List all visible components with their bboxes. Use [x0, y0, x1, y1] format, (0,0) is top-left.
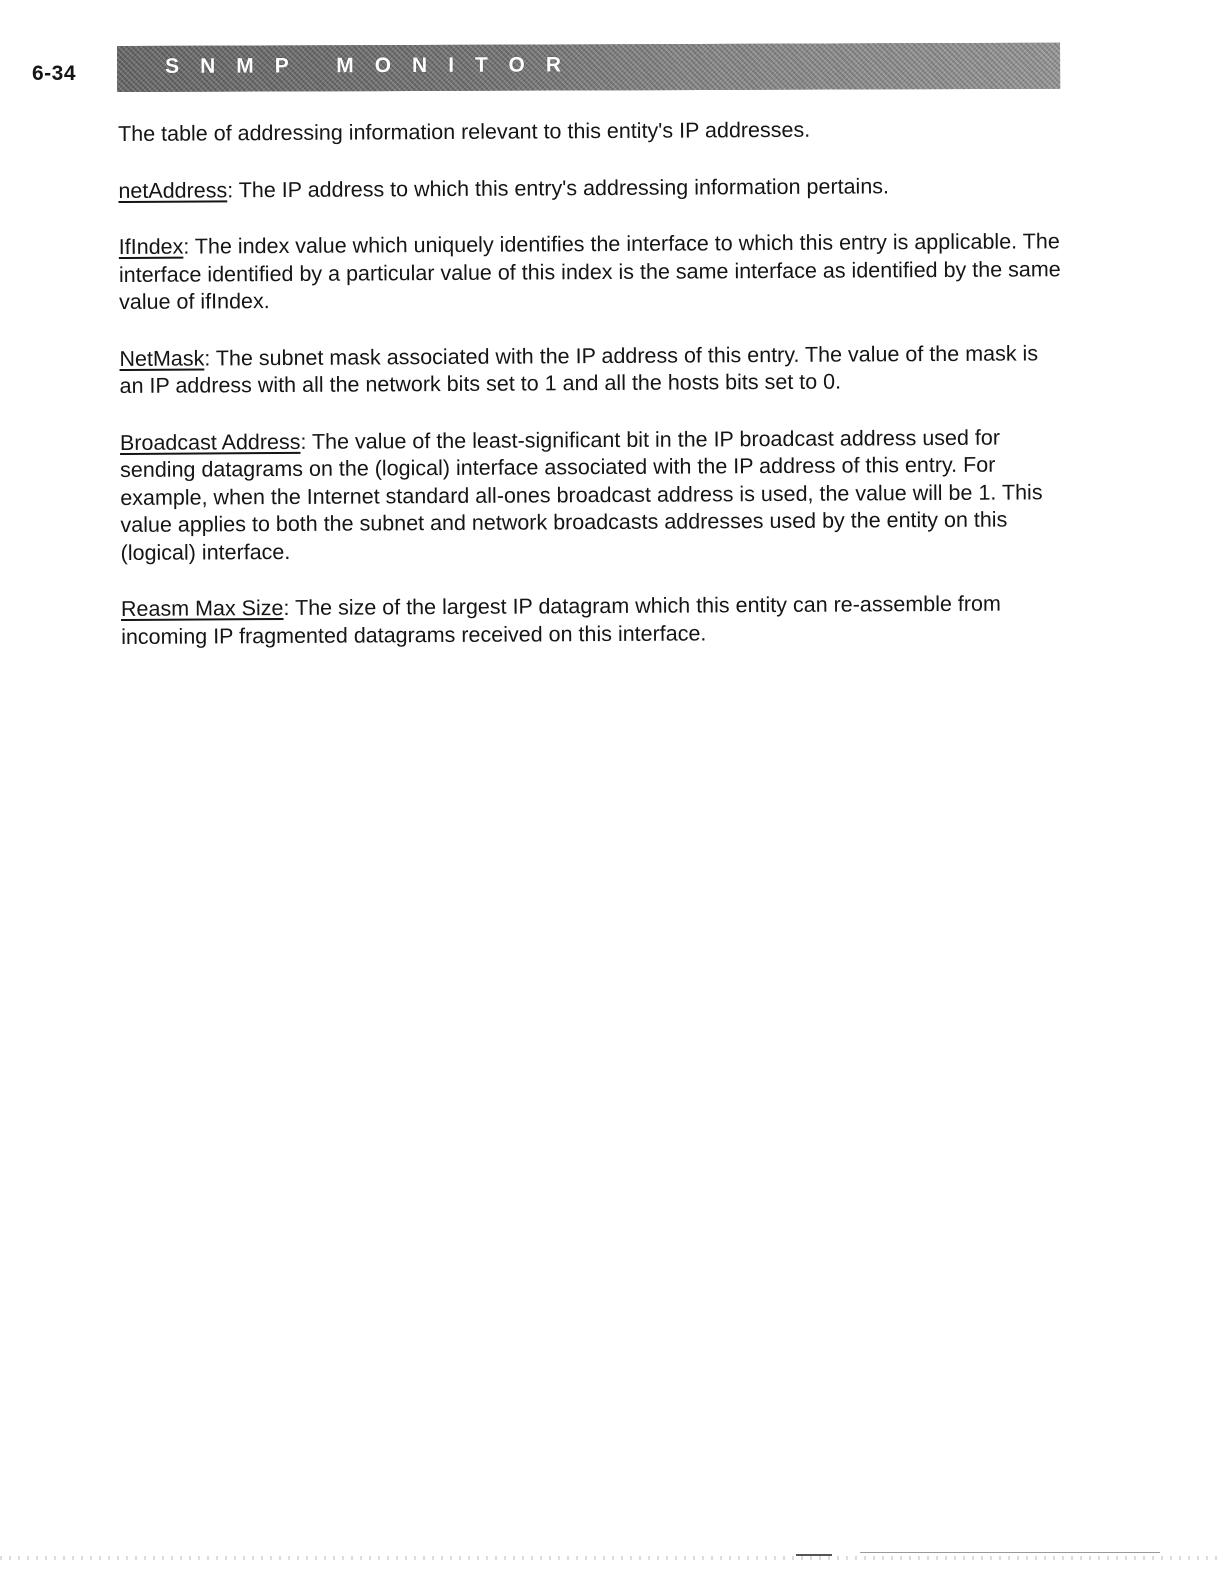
definition-term: Reasm Max Size: [120, 595, 284, 621]
section-title: SNMP MONITOR: [165, 53, 583, 78]
scan-artifact-dots: [0, 1556, 1220, 1560]
definition-text: : The IP address to which this entry's addressing information pertains.: [227, 173, 890, 202]
section-header-bar: [117, 43, 1060, 92]
definition-net-mask: [119, 340, 1064, 401]
definition-text: : The value of the least-significant bit in the IP broadcast address used for sending datagrams on the (logical) interface associated with the IP address of this entry. For example, when the Internet standard all-ones broadcast address is used, the value will be 1. This value applies to both the subnet and network broadcasts addresses used by the entity on this (logical) interface.: [120, 425, 1043, 565]
page-number: 6-34: [32, 62, 77, 85]
definition-if-index: [119, 228, 1064, 316]
definition-net-address: [118, 172, 1063, 205]
scan-artifact-tick: [796, 1554, 832, 1556]
intro-paragraph: The table of addressing information relevant to this entity's IP addresses.: [118, 117, 811, 146]
scan-artifact-line: [860, 1552, 1160, 1553]
definition-text: : The size of the largest IP datagram which this entity can re-assemble from incoming IP fragmented datagrams received on this interface.: [121, 591, 1001, 649]
definition-broadcast-address: [120, 424, 1066, 567]
definition-term: IfIndex: [118, 234, 184, 259]
definition-text: : The index value which uniquely identifies the interface to which this entry is applicable. The interface identified by a particular value of this index is the same interface as identified by the same value of ifIndex.: [118, 229, 1061, 314]
definition-text: : The subnet mask associated with the IP address of this entry. The value of the mask is an IP address with all the network bits set to 1 and all the hosts bits set to 0.: [119, 340, 1039, 398]
definition-term: NetMask: [119, 345, 205, 371]
definition-reasm-max-size: [121, 590, 1066, 651]
definition-term: netAddress: [118, 177, 228, 203]
definition-term: Broadcast Address: [119, 429, 301, 455]
document-body: [118, 115, 1066, 680]
